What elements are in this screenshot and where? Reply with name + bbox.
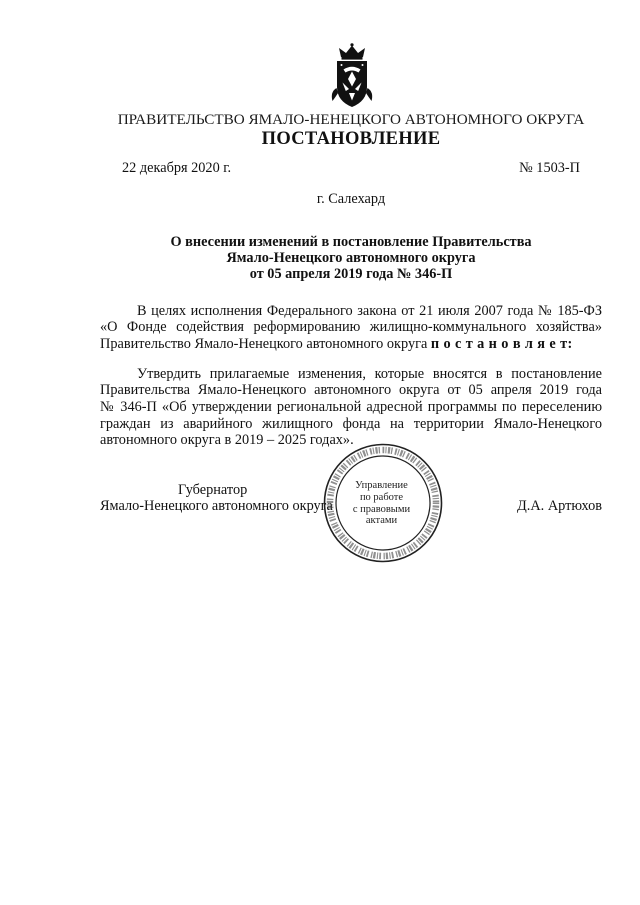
preamble-line: В целях исполнения Федерального закона от 21 июля 2007 года № 185-ФЗ: [137, 302, 602, 319]
signatory-position: Губернатор: [178, 481, 248, 498]
stamp-text-line: по работе: [359, 492, 404, 503]
title-line: от 05 апреля 2019 года № 346-П: [249, 266, 453, 282]
stamp-ring-lettering: [330, 450, 436, 556]
operative-line: № 346-П «Об утверждении региональной адресной программы по переселению: [100, 399, 602, 416]
title-line: Ямало-Ненецкого автономного округа: [226, 250, 476, 266]
signatory-name: Д.А. Артюхов: [517, 497, 602, 514]
approval-stamp: [323, 443, 443, 563]
stamp-text-line: актами: [365, 515, 398, 526]
operative-line: Утвердить прилагаемые изменения, которые вносятся в постановление: [137, 365, 602, 382]
stamp-inner-ring: [336, 456, 430, 550]
operative-line: граждан из аварийного жилищного фонда на территории Ямало-Ненецкого: [100, 415, 602, 432]
document-date: 22 декабря 2020 г.: [122, 159, 232, 176]
stamp-text-line: Управление: [355, 480, 408, 491]
operative-line: Правительства Ямало-Ненецкого автономного округа от 05 апреля 2019 года: [100, 382, 602, 399]
preamble-line: [100, 336, 602, 353]
document-type: ПОСТАНОВЛЕНИЕ: [261, 129, 441, 149]
signatory-region: Ямало-Ненецкого автономного округа: [100, 497, 333, 514]
preamble-line: «О Фонде содействия реформированию жилищно-коммунального хозяйства»: [100, 319, 602, 336]
decree-word: п о с т а н о в л я е т:: [430, 335, 573, 352]
stamp-text-line: с правовыми: [352, 504, 411, 515]
operative-line: автономного округа в 2019 – 2025 годах».: [100, 432, 354, 449]
issuing-authority: ПРАВИТЕЛЬСТВО ЯМАЛО-НЕНЕЦКОГО АВТОНОМНОГО ОКРУГА: [117, 111, 585, 128]
coat-of-arms-icon: [327, 43, 377, 109]
stamp-outer-ring: [325, 445, 442, 562]
title-line: О внесении изменений в постановление Правительства: [170, 234, 532, 250]
document-title: [100, 234, 602, 282]
document-number: № 1503-П: [519, 159, 580, 176]
preamble-subject: Правительство Ямало-Ненецкого автономного округа: [100, 335, 428, 352]
operative-paragraph: [100, 366, 602, 449]
preamble-paragraph: [100, 303, 602, 353]
place-of-issue: г. Салехард: [316, 190, 386, 207]
